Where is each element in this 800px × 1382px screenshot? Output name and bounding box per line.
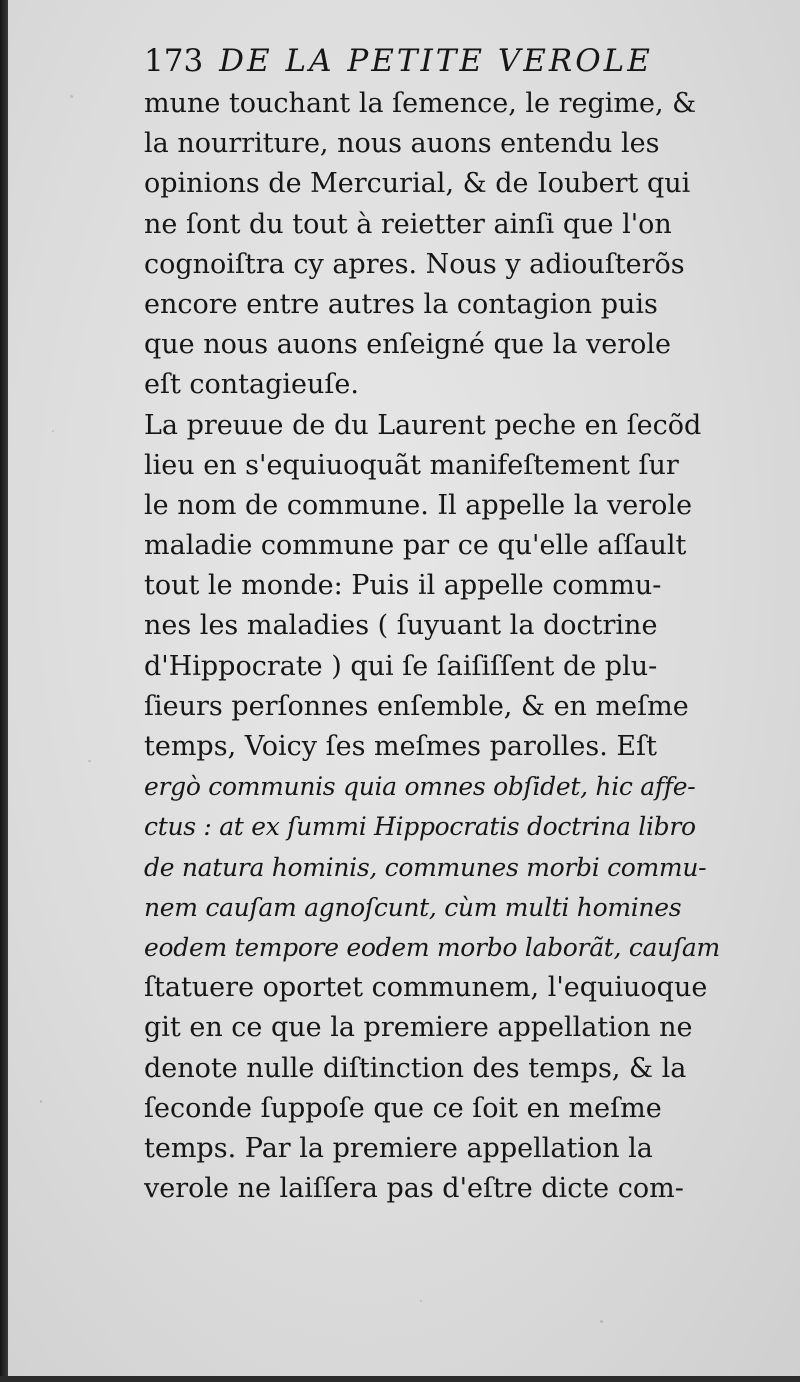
text-line: opinions de Mercurial, & de Ioubert qui xyxy=(144,168,691,200)
text-line: d'Hippocrate ) qui ſe ſaiſiſſent de plu- xyxy=(144,650,658,682)
text-line: ergò communis quia omnes obſidet, hic affe- xyxy=(144,772,696,802)
paper-speck xyxy=(52,430,54,432)
text-line: de natura hominis, communes morbi commu- xyxy=(144,852,707,882)
text-line: git en ce que la premiere appellation ne xyxy=(144,1012,693,1044)
text-line: le nom de commune. Il appelle la verole xyxy=(144,489,693,521)
text-line: ſieurs perſonnes enſemble, & en meſme xyxy=(144,690,689,722)
page-number: 173 xyxy=(144,43,204,79)
text-line: maladie commune par ce qu'elle aſſault xyxy=(144,530,687,562)
text-line: eſt contagieuſe. xyxy=(144,369,359,401)
text-line: la nourriture, nous auons entendu les xyxy=(144,128,660,160)
paper-speck xyxy=(40,1100,42,1103)
page-bottom-edge-shadow xyxy=(0,1376,800,1382)
paper-speck xyxy=(600,1320,603,1323)
text-line: mune touchant la ſemence, le regime, & xyxy=(144,88,697,119)
text-line: tout le monde: Puis il appelle commu- xyxy=(144,570,662,602)
paper-speck xyxy=(70,95,73,98)
text-line: La preuue de du Laurent peche en ſecõd xyxy=(144,409,702,441)
text-line: ne ſont du tout à reietter ainſi que l'on xyxy=(144,208,672,240)
text-line: ſtatuere oportet communem, l'equiuoque xyxy=(144,972,708,1004)
text-block xyxy=(144,38,768,1209)
text-line: temps. Par la premiere appellation la xyxy=(144,1132,653,1164)
text-line: encore entre autres la contagion puis xyxy=(144,288,658,320)
text-line: nem cauſam agnoſcunt, cùm multi homines xyxy=(144,892,682,922)
page-header xyxy=(144,38,768,84)
text-line: que nous auons enſeigné que la verole xyxy=(144,329,672,361)
page-left-edge-shadow xyxy=(0,0,8,1382)
text-line: eodem tempore eodem morbo laborãt, cauſam xyxy=(144,932,720,962)
text-line: ſeconde ſuppoſe que ce ſoit en meſme xyxy=(144,1092,662,1124)
text-line: denote nulle diſtinction des temps, & la xyxy=(144,1052,687,1084)
text-line: cognoiſtra cy apres. Nous y adiouſterõs xyxy=(144,248,685,280)
paper-speck xyxy=(88,760,91,762)
text-line: verole ne laiſſera pas d'eſtre dicte com- xyxy=(144,1173,684,1205)
body-text xyxy=(144,84,768,1209)
text-line: nes les maladies ( ſuyuant la doctrine xyxy=(144,610,658,642)
text-line: lieu en s'equiuoquãt manifeſtement ſur xyxy=(144,449,679,481)
text-line: ctus : at ex ſummi Hippocratis doctrina libro xyxy=(144,812,696,842)
running-title: DE LA PETITE VEROLE xyxy=(219,43,653,79)
text-line: temps, Voicy ſes meſmes parolles. Eſt xyxy=(144,731,657,762)
paper-speck xyxy=(420,1300,422,1302)
